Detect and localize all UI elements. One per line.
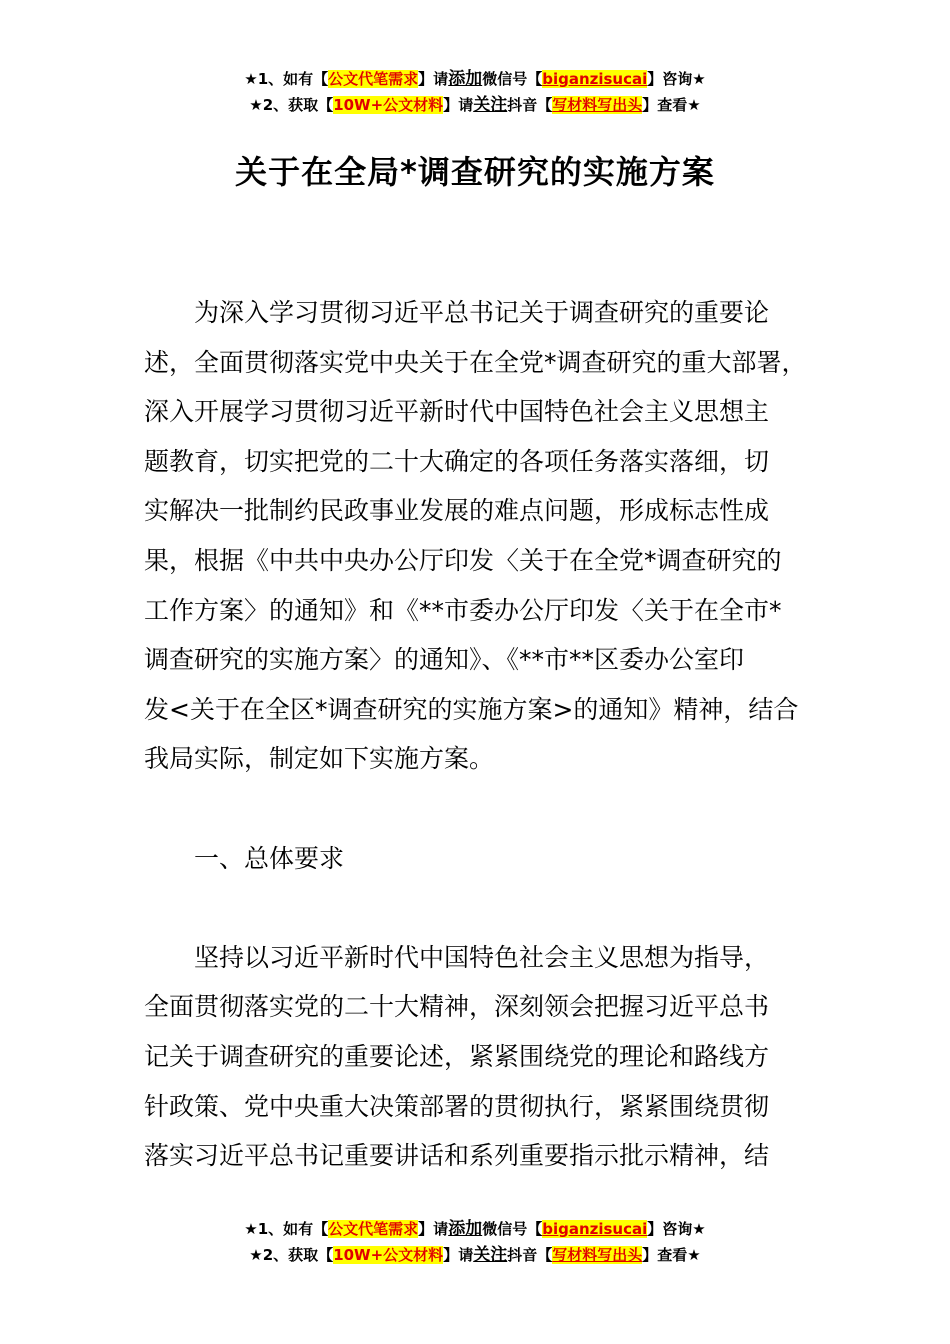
promo-line-1 — [0, 1216, 950, 1242]
promo-highlight: 10W+公文材料 — [333, 96, 444, 114]
promo-text: 】请 — [418, 1220, 449, 1238]
promo-highlight: 公文代笔需求 — [328, 70, 419, 88]
promo-text: 抖音【 — [507, 1246, 553, 1264]
footer-promo-banner — [0, 1216, 950, 1268]
promo-highlight: biganzisucai — [542, 1220, 648, 1238]
text-line: 记关于调查研究的重要论述，紧紧围绕党的理论和路线方 — [144, 1041, 770, 1071]
section-heading-text: 一、总体要求 — [144, 843, 345, 873]
text-line: 为深入学习贯彻习近平总书记关于调查研究的重要论 — [144, 298, 770, 327]
promo-text: ★2、获取【 — [249, 96, 334, 114]
promo-highlight: 写材料写出头 — [552, 1246, 643, 1264]
text-line: 深入开展学习贯彻习近平新时代中国特色社会主义思想主 — [144, 397, 770, 427]
text-line: 针政策、党中央重大决策部署的贯彻执行，紧紧围绕贯彻 — [144, 1091, 770, 1121]
text-line: 题教育，切实把党的二十大确定的各项任务落实落细，切 — [144, 446, 770, 476]
header-promo-banner — [0, 66, 950, 118]
promo-text: 】咨询★ — [647, 1220, 706, 1238]
promo-highlight: 10W+公文材料 — [333, 1246, 444, 1264]
promo-highlight: 写材料写出头 — [552, 96, 643, 114]
body-paragraph — [144, 933, 824, 1181]
promo-text: 】请 — [443, 1246, 474, 1264]
text-line: 调查研究的实施方案〉的通知》、《**市**区委办公室印 — [144, 645, 745, 675]
text-line: 工作方案〉的通知》和《**市委办公厅印发〈关于在全市* — [144, 595, 782, 625]
promo-highlight: 关注 — [473, 95, 508, 115]
promo-text: 】查看★ — [642, 96, 701, 114]
text-line: 果，根据《中共中央办公厅印发〈关于在全党*调查研究的 — [144, 545, 782, 575]
promo-highlight: biganzisucai — [542, 70, 648, 88]
promo-text: ★1、如有【 — [244, 1220, 329, 1238]
document-title: 关于在全局*调查研究的实施方案 — [235, 153, 715, 191]
promo-text: 】咨询★ — [647, 70, 706, 88]
promo-text: 微信号【 — [482, 1220, 543, 1238]
promo-text: ★1、如有【 — [244, 70, 329, 88]
document-body — [144, 288, 824, 1181]
intro-paragraph — [144, 288, 824, 784]
promo-line-2 — [0, 1242, 950, 1268]
promo-highlight: 添加 — [448, 69, 483, 89]
promo-text: ★2、获取【 — [249, 1246, 334, 1264]
text-line: 全面贯彻落实党的二十大精神，深刻领会把握习近平总书 — [144, 992, 770, 1022]
promo-text: 】查看★ — [642, 1246, 701, 1264]
section-heading — [144, 834, 824, 884]
promo-text: 】请 — [418, 70, 449, 88]
text-line: 坚持以习近平新时代中国特色社会主义思想为指导， — [144, 942, 770, 972]
text-line: 发<关于在全区*调查研究的实施方案>的通知》精神，结合 — [144, 694, 799, 724]
promo-line-2 — [0, 92, 950, 118]
promo-highlight: 公文代笔需求 — [328, 1220, 419, 1238]
promo-highlight: 添加 — [448, 1219, 483, 1239]
text-line: 述，全面贯彻落实党中央关于在全党*调查研究的重大部署， — [144, 347, 807, 377]
promo-line-1 — [0, 66, 950, 92]
promo-text: 微信号【 — [482, 70, 543, 88]
promo-highlight: 关注 — [473, 1245, 508, 1265]
text-line: 落实习近平总书记重要讲话和系列重要指示批示精神，结 — [144, 1141, 770, 1171]
promo-text: 抖音【 — [507, 96, 553, 114]
text-line: 我局实际，制定如下实施方案。 — [144, 744, 495, 774]
promo-text: 】请 — [443, 96, 474, 114]
text-line: 实解决一批制约民政事业发展的难点问题，形成标志性成 — [144, 496, 770, 526]
